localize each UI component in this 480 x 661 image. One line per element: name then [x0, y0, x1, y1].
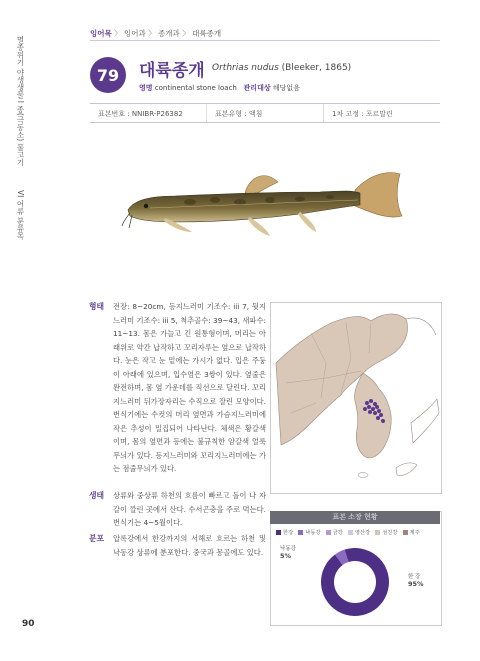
section-label: 생태 — [89, 491, 105, 500]
pie-chart — [270, 540, 440, 624]
english-name: continental stone loach — [154, 84, 237, 92]
breadcrumb-species: 대륙종개 — [192, 29, 222, 38]
fish-photo — [120, 160, 410, 245]
slice-label: 낙동강 — [280, 546, 296, 552]
section-text: 압록강에서 한강까지의 서해로 흐르는 하천 및 낙동강 상류에 분포한다. 중국과 몽골에도 있다. — [113, 534, 266, 557]
breadcrumb-order[interactable]: 잉어목 — [90, 29, 112, 38]
species-meta — [139, 83, 300, 93]
section-morphology — [89, 300, 266, 476]
species-scientific-name — [212, 63, 351, 73]
legend-swatch — [348, 530, 353, 535]
section-text: 전장: 8~20cm, 등지느러미 기조수: iii 7, 뒷지느러미 기조수: iii 5, 척추골수: 39~43, 새파수: 11~13. 몸은 가늘고 긴 원통형이며, 머리는 아래위로 약간 납작하고 꼬리자루는 옆으로 납작하다. 눈은 작고 눈 밑에는 가시가 없다. 입은 주둥이 아래에 있으며, 입수염은 3쌍이 있다. 옆줄은 완전하며, 몸 옆 가운데를 직선으로 달린다. 꼬리지느러미 뒤가장자리는 수직으로 잘린 모양이다. 번식기에는 수컷의 머리 옆면과 가슴지느러미에 작은 추성이 밀집되어 나타난다. 체색은 황갈색이며, 몸의 옆면과 등에는 불규칙한 암갈색 얼룩무늬가 있다. 등지느러미와 꼬리지느러미에는 가는 점줄무늬가 있다. — [113, 302, 266, 473]
sci-name: Orthrias nudus — [212, 63, 279, 73]
specimen-fixation: 1차 고정 : 포르말린 — [332, 110, 393, 118]
legend-item — [326, 528, 343, 536]
header-divider — [90, 40, 440, 41]
breadcrumb-family[interactable]: 잉어과 — [124, 29, 146, 38]
chart-legend — [276, 528, 420, 536]
distribution-map — [270, 302, 442, 494]
legend-item — [276, 528, 293, 536]
sci-author: (Bleeker, 1865) — [281, 63, 352, 73]
legend-item — [298, 528, 320, 536]
species-korean-name: 대륙종개 — [139, 61, 205, 81]
section-ecology — [89, 489, 266, 530]
species-number-badge: 79 — [90, 57, 126, 93]
legend-label: 제주 — [409, 530, 420, 536]
chart-title: 표본 소장 현황 — [270, 511, 440, 524]
legend-item — [375, 528, 397, 536]
section-text: 상류와 중상류 하천의 흐름이 빠르고 돌이 나 자갈이 깔린 곳에서 산다. 수서곤충을 주로 먹는다. 번식기는 4~5월이다. — [113, 491, 266, 527]
legend-label: 낙동강 — [305, 530, 321, 536]
slice-value: 95% — [408, 580, 424, 588]
section-distribution — [89, 532, 266, 559]
specimen-number: 표본번호 : NNIBR-P26382 — [90, 104, 207, 122]
slice-value: 5% — [280, 552, 292, 560]
series-side-label: 멸종위기 야생생물 I 종(극동소) 물고기 — [16, 36, 25, 167]
legend-item — [403, 528, 420, 536]
legend-swatch — [276, 530, 281, 535]
legend-label: 섬진강 — [382, 530, 398, 536]
english-name-label: 영명 — [139, 84, 153, 92]
page-number: 90 — [22, 619, 35, 629]
breadcrumb-sep: 〉 — [111, 29, 125, 38]
breadcrumb-sep: 〉 — [179, 29, 193, 38]
slice-label: 한 강 — [408, 574, 421, 580]
pie-slice — [321, 548, 389, 616]
section-side-label: VI 어류 분류목 — [16, 190, 25, 240]
status-label: 관리대상 — [243, 84, 271, 92]
status-value: 해당없음 — [272, 84, 300, 92]
specimen-info-row — [90, 103, 440, 123]
section-label: 분포 — [89, 534, 105, 543]
legend-label: 금강 — [332, 530, 343, 536]
legend-swatch — [298, 530, 303, 535]
section-label: 형태 — [89, 302, 105, 311]
breadcrumb — [90, 28, 221, 39]
legend-swatch — [375, 530, 380, 535]
legend-label: 영산강 — [354, 530, 371, 536]
breadcrumb-subfamily[interactable]: 종개과 — [158, 29, 180, 38]
legend-label: 한강 — [283, 530, 294, 536]
legend-swatch — [326, 530, 331, 535]
breadcrumb-sep: 〉 — [145, 29, 159, 38]
legend-swatch — [403, 530, 408, 535]
specimen-type: 표본유형 : 액침 — [207, 104, 324, 122]
legend-item — [348, 528, 370, 536]
